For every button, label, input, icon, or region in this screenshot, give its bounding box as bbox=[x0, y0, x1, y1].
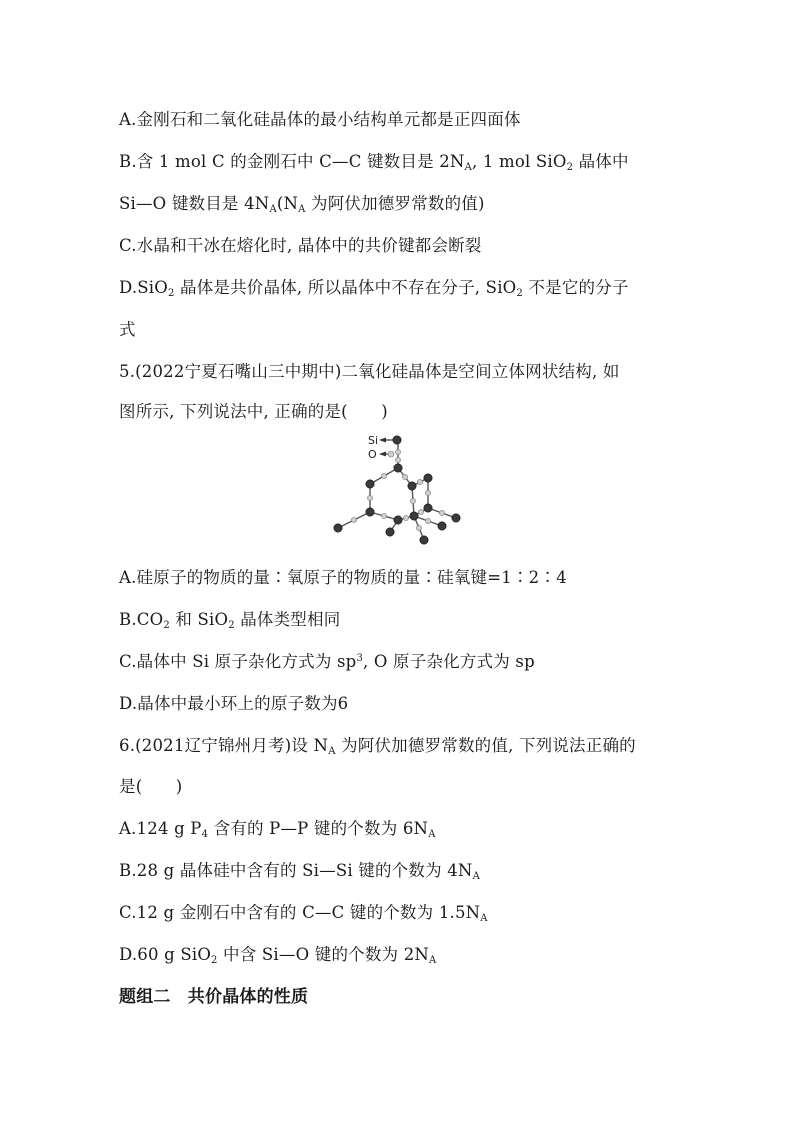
option-c-q4: C.水晶和干冰在熔化时, 晶体中的共价键都会断裂 bbox=[119, 236, 482, 255]
o-label-arrow bbox=[379, 452, 386, 457]
option-a-q5: A.硅原子的物质的量∶氧原子的物质的量∶硅氧键=1∶2∶4 bbox=[119, 568, 567, 587]
option-b-q5: $B.CO_2$ 和 SiO$_2$ 晶体类型相同 bbox=[119, 610, 341, 631]
section-heading: 题组二 共价晶体的性质 bbox=[119, 987, 309, 1007]
o-label: O bbox=[368, 448, 377, 461]
si-label: Si bbox=[368, 434, 379, 447]
option-c-q6: C.12 g 金刚石中含有的 C—C 键的个数为 $1.5N_A$ bbox=[119, 903, 488, 924]
sio2-crystal-structure-figure bbox=[326, 430, 466, 550]
question-6-stem: 6.(2021辽宁锦州月考)设 $N_A$ 为阿伏加德罗常数的值, 下列说法正确的 bbox=[119, 736, 636, 757]
option-d-q4: D.SiO$_2$ 晶体是共价晶体, 所以晶体中不存在分子, SiO$_2$ 不是它的分子 bbox=[119, 278, 629, 299]
question-6-stem-continued: 是( ) bbox=[119, 777, 183, 796]
si-label-arrow bbox=[379, 438, 386, 443]
option-d-q5: D.晶体中最小环上的原子数为6 bbox=[119, 694, 349, 713]
question-5-stem-continued: 图所示, 下列说法中, 正确的是( ) bbox=[119, 402, 388, 421]
option-a-q4: A.金刚石和二氧化硅晶体的最小结构单元都是正四面体 bbox=[119, 110, 521, 129]
option-d-q6: D.60 g SiO$_2$ 中含 Si—O 键的个数为 $2N_A$ bbox=[119, 945, 437, 966]
option-c-q5: C.晶体中 Si 原子杂化方式为 $sp^3$, O 原子杂化方式为 sp bbox=[119, 652, 535, 671]
option-a-q6: A.124 g $P_4$ 含有的 P—P 键的个数为 $6N_A$ bbox=[119, 819, 436, 840]
question-5-stem: 5.(2022宁夏石嘴山三中期中)二氧化硅晶体是空间立体网状结构, 如 bbox=[119, 362, 620, 381]
option-b-q6: B.28 g 晶体硅中含有的 Si—Si 键的个数为 $4N_A$ bbox=[119, 861, 480, 882]
option-b-q4-continued: Si—O 键数目是 $4N_A(N_A$ 为阿伏加德罗常数的值) bbox=[119, 194, 485, 215]
option-b-q4: B.含 1 mol C 的金刚石中 C—C 键数目是 $2N_A$, 1 mol SiO$_2$ 晶体中 bbox=[119, 152, 629, 173]
option-d-q4-continued: 式 bbox=[119, 320, 136, 339]
